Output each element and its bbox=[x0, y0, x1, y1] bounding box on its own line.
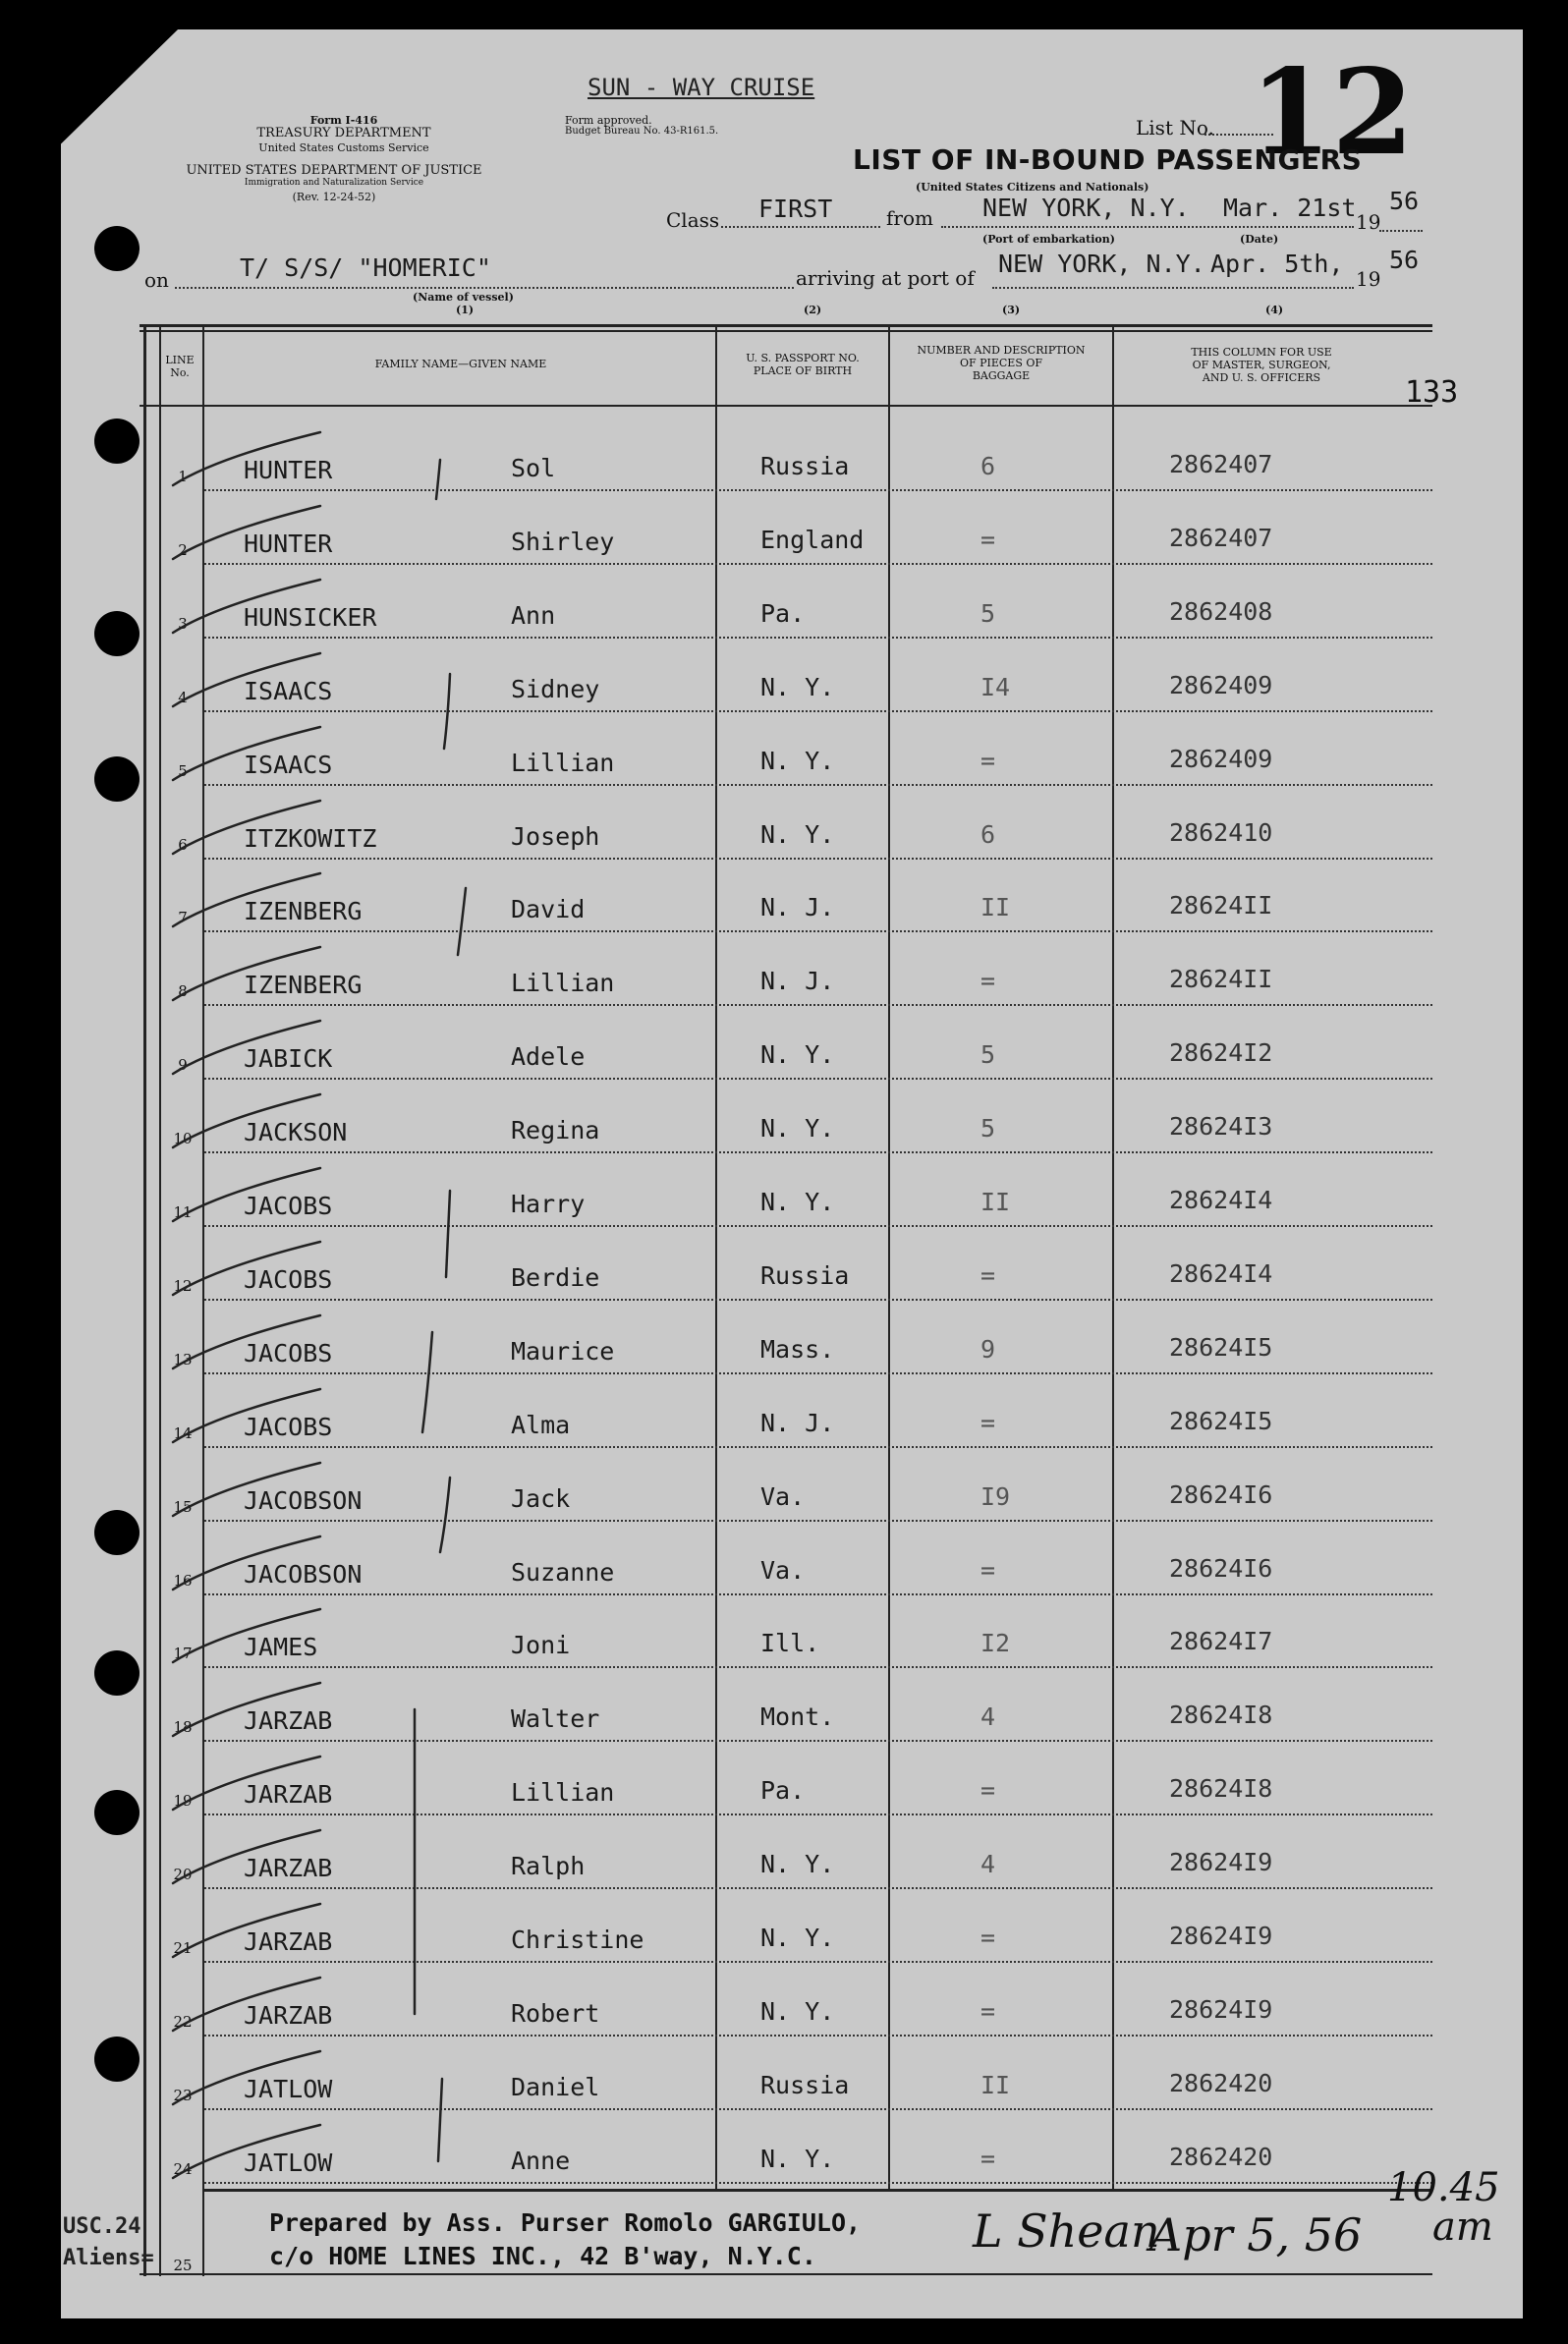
family-name: JACOBS bbox=[244, 1192, 333, 1220]
baggage-count: 5 bbox=[980, 1040, 996, 1069]
prepared-by-line-2: c/o HOME LINES INC., 42 B'way, N.Y.C. bbox=[269, 2242, 816, 2270]
col-1-caption: (1) bbox=[456, 304, 475, 316]
officer-code: 28624I2 bbox=[1169, 1038, 1273, 1067]
class-value: FIRST bbox=[758, 195, 833, 223]
officer-code: 28624I8 bbox=[1169, 1701, 1273, 1729]
officer-code: 28624II bbox=[1169, 965, 1273, 993]
family-name: JACOBSON bbox=[244, 1560, 363, 1589]
row-number: 15 bbox=[173, 1498, 193, 1516]
check-mark bbox=[173, 1978, 320, 2031]
officer-code: 28624I6 bbox=[1169, 1554, 1273, 1583]
place-of-birth: N. Y. bbox=[760, 1997, 835, 2026]
col-head-baggage-3: BAGGAGE bbox=[972, 369, 1031, 382]
given-name: Harry bbox=[511, 1190, 586, 1218]
check-mark bbox=[173, 1757, 320, 1810]
cruise-name: SUN - WAY CRUISE bbox=[588, 74, 815, 101]
col-head-baggage-2: OF PIECES OF bbox=[959, 357, 1043, 369]
family-name: JARZAB bbox=[244, 2001, 333, 2030]
family-name: JACOBS bbox=[244, 1413, 333, 1441]
officer-code: 28624I4 bbox=[1169, 1259, 1273, 1288]
col-head-baggage-1: NUMBER AND DESCRIPTION bbox=[917, 344, 1086, 357]
place-of-birth: Mass. bbox=[760, 1335, 835, 1364]
baggage-count: = bbox=[980, 526, 996, 554]
row-number: 3 bbox=[178, 615, 188, 633]
baggage-count: 4 bbox=[980, 1850, 996, 1878]
family-name: JAMES bbox=[244, 1633, 318, 1661]
family-name: IZENBERG bbox=[244, 971, 363, 999]
officer-code: 2862407 bbox=[1169, 450, 1273, 478]
col-head-line-2: No. bbox=[170, 366, 190, 379]
check-mark bbox=[173, 506, 320, 559]
margin-code: USC.24 bbox=[63, 2214, 141, 2239]
baggage-count: = bbox=[980, 1997, 996, 2026]
check-mark bbox=[173, 727, 320, 780]
check-mark bbox=[173, 1904, 320, 1957]
baggage-count: = bbox=[980, 1556, 996, 1585]
place-of-birth: N. J. bbox=[760, 1409, 835, 1437]
given-name: Christine bbox=[511, 1925, 644, 1954]
check-mark bbox=[173, 2051, 320, 2104]
from-label: from bbox=[886, 206, 933, 230]
given-name: Joseph bbox=[511, 822, 600, 851]
family-name: ITZKOWITZ bbox=[244, 824, 377, 853]
family-name: JACOBS bbox=[244, 1265, 333, 1294]
arrival-port: NEW YORK, N.Y. bbox=[998, 250, 1205, 278]
arrival-date: Apr. 5th, bbox=[1210, 250, 1344, 278]
row-number: 21 bbox=[173, 1939, 193, 1957]
check-mark bbox=[173, 2125, 320, 2178]
row-number: 13 bbox=[173, 1351, 193, 1368]
place-of-birth: Pa. bbox=[760, 1776, 806, 1805]
officer-code: 2862407 bbox=[1169, 524, 1273, 552]
embarkation-port: NEW YORK, N.Y. bbox=[982, 194, 1190, 222]
family-bracket-mark bbox=[446, 1191, 450, 1277]
place-of-birth: Va. bbox=[760, 1482, 806, 1511]
given-name: Joni bbox=[511, 1631, 571, 1659]
family-bracket-mark bbox=[458, 888, 466, 955]
inspection-time-suffix: am bbox=[1432, 2204, 1493, 2250]
officer-code: 28624I9 bbox=[1169, 1922, 1273, 1950]
officer-code: 2862410 bbox=[1169, 818, 1273, 847]
given-name: Regina bbox=[511, 1116, 600, 1144]
place-of-birth: N. Y. bbox=[760, 1850, 835, 1878]
baggage-count: I9 bbox=[980, 1482, 1011, 1511]
place-of-birth: N. Y. bbox=[760, 747, 835, 775]
place-of-birth: Russia bbox=[760, 1261, 850, 1290]
form-number: Form I-416 bbox=[309, 114, 378, 127]
row-number: 18 bbox=[173, 1718, 193, 1736]
officer-code: 28624I7 bbox=[1169, 1627, 1273, 1655]
place-of-birth: N. J. bbox=[760, 967, 835, 995]
check-mark bbox=[173, 873, 320, 926]
place-of-birth: N. Y. bbox=[760, 1040, 835, 1069]
vessel-name: T/ S/S/ "HOMERIC" bbox=[240, 253, 491, 282]
immigration-service: Immigration and Naturalization Service bbox=[244, 178, 424, 188]
baggage-count: II bbox=[980, 1188, 1011, 1216]
row-number: 7 bbox=[178, 909, 188, 926]
given-name: Adele bbox=[511, 1042, 586, 1071]
col-3-caption: (3) bbox=[1002, 304, 1021, 316]
check-mark bbox=[173, 947, 320, 1000]
place-of-birth: N. Y. bbox=[760, 820, 835, 849]
officer-code: 28624I8 bbox=[1169, 1774, 1273, 1803]
col-head-name: FAMILY NAME—GIVEN NAME bbox=[374, 358, 547, 370]
check-mark bbox=[173, 432, 320, 485]
col-head-officers-2: OF MASTER, SURGEON, bbox=[1192, 359, 1331, 371]
family-bracket-mark bbox=[422, 1332, 432, 1432]
year-prefix: 19 bbox=[1356, 210, 1381, 234]
col-2-caption: (2) bbox=[804, 304, 822, 316]
row-number: 9 bbox=[178, 1056, 188, 1074]
baggage-count: 6 bbox=[980, 820, 996, 849]
baggage-count: = bbox=[980, 1409, 996, 1437]
check-mark bbox=[173, 1463, 320, 1516]
check-mark bbox=[173, 1683, 320, 1736]
row-number: 22 bbox=[173, 2013, 193, 2031]
place-of-birth: N. Y. bbox=[760, 1114, 835, 1143]
given-name: Daniel bbox=[511, 2073, 600, 2101]
place-of-birth: Russia bbox=[760, 2071, 850, 2099]
family-name: JARZAB bbox=[244, 1780, 333, 1809]
form-approved: Form approved. bbox=[565, 114, 652, 127]
family-name: JARZAB bbox=[244, 1854, 333, 1882]
officer-code: 2862420 bbox=[1169, 2069, 1273, 2097]
row-number: 24 bbox=[173, 2160, 193, 2178]
arriving-label: arriving at port of bbox=[796, 266, 975, 290]
officer-code: 28624I6 bbox=[1169, 1480, 1273, 1509]
col-4-caption: (4) bbox=[1265, 304, 1284, 316]
budget-bureau: Budget Bureau No. 43-R161.5. bbox=[565, 126, 719, 137]
row-number: 4 bbox=[178, 689, 188, 706]
check-mark bbox=[173, 1389, 320, 1442]
family-name: HUNTER bbox=[244, 530, 333, 558]
officer-code: 2862420 bbox=[1169, 2143, 1273, 2171]
officer-signature: L Shean bbox=[973, 2204, 1160, 2258]
justice-department: UNITED STATES DEPARTMENT OF JUSTICE bbox=[186, 163, 482, 178]
baggage-count: 5 bbox=[980, 599, 996, 628]
baggage-count: = bbox=[980, 2145, 996, 2173]
given-name: Lillian bbox=[511, 749, 615, 777]
family-name: JACKSON bbox=[244, 1118, 348, 1146]
given-name: Jack bbox=[511, 1484, 571, 1513]
family-name: JATLOW bbox=[244, 2075, 333, 2103]
place-of-birth: Ill. bbox=[760, 1629, 820, 1657]
family-bracket-mark bbox=[444, 674, 450, 749]
place-of-birth: Mont. bbox=[760, 1702, 835, 1731]
baggage-count: 9 bbox=[980, 1335, 996, 1364]
row-number: 16 bbox=[173, 1572, 193, 1590]
officer-code: 28624II bbox=[1169, 891, 1273, 920]
row-number: 2 bbox=[178, 541, 188, 559]
place-of-birth: Pa. bbox=[760, 599, 806, 628]
col-head-officers-1: THIS COLUMN FOR USE bbox=[1191, 346, 1332, 359]
check-mark bbox=[173, 1168, 320, 1221]
revision-date: (Rev. 12-24-52) bbox=[292, 191, 376, 203]
given-name: Sidney bbox=[511, 675, 600, 703]
baggage-count: I4 bbox=[980, 673, 1011, 701]
row-number: 14 bbox=[173, 1424, 193, 1442]
list-no-label: List No. bbox=[1136, 116, 1214, 140]
family-name: JARZAB bbox=[244, 1927, 333, 1956]
given-name: Suzanne bbox=[511, 1558, 615, 1587]
baggage-count: I2 bbox=[980, 1629, 1011, 1657]
list-title-note: (United States Citizens and Nationals) bbox=[916, 181, 1149, 194]
check-mark bbox=[173, 1830, 320, 1883]
officer-code: 28624I9 bbox=[1169, 1995, 1273, 2024]
embarkation-year: 56 bbox=[1389, 187, 1420, 215]
given-name: Shirley bbox=[511, 528, 615, 556]
family-bracket-mark bbox=[438, 2079, 442, 2161]
given-name: Alma bbox=[511, 1411, 571, 1439]
family-name: JABICK bbox=[244, 1044, 333, 1073]
family-name: IZENBERG bbox=[244, 897, 363, 925]
arrival-year: 56 bbox=[1389, 246, 1420, 274]
place-of-birth: N. Y. bbox=[760, 2145, 835, 2173]
check-mark bbox=[173, 1021, 320, 1074]
place-of-birth: N. Y. bbox=[760, 673, 835, 701]
check-mark bbox=[173, 653, 320, 706]
given-name: Robert bbox=[511, 1999, 600, 2028]
given-name: Lillian bbox=[511, 969, 615, 997]
baggage-count: = bbox=[980, 1924, 996, 1952]
given-name: David bbox=[511, 895, 586, 923]
vessel-caption: (Name of vessel) bbox=[413, 291, 514, 304]
inspection-time: 10.45 bbox=[1387, 2165, 1500, 2210]
check-mark bbox=[173, 1609, 320, 1662]
row-number: 10 bbox=[173, 1130, 193, 1147]
check-mark bbox=[173, 1536, 320, 1590]
on-label: on bbox=[144, 268, 169, 292]
row-number: 6 bbox=[178, 836, 188, 854]
row-number: 12 bbox=[173, 1277, 193, 1295]
margin-aliens: Aliens= bbox=[63, 2246, 154, 2270]
baggage-count: = bbox=[980, 747, 996, 775]
officer-code: 2862409 bbox=[1169, 745, 1273, 773]
arrival-year-prefix: 19 bbox=[1356, 267, 1381, 291]
row-number: 11 bbox=[173, 1203, 193, 1221]
family-name: HUNTER bbox=[244, 456, 333, 484]
baggage-count: = bbox=[980, 1776, 996, 1805]
treasury-department: TREASURY DEPARTMENT bbox=[256, 126, 431, 140]
officer-code: 2862409 bbox=[1169, 671, 1273, 699]
baggage-count: = bbox=[980, 967, 996, 995]
officer-code: 28624I4 bbox=[1169, 1186, 1273, 1214]
baggage-count: = bbox=[980, 1261, 996, 1290]
baggage-count: 5 bbox=[980, 1114, 996, 1143]
given-name: Ann bbox=[511, 601, 556, 630]
family-bracket-mark bbox=[440, 1478, 450, 1552]
place-of-birth: Va. bbox=[760, 1556, 806, 1585]
family-name: ISAACS bbox=[244, 677, 333, 705]
inspection-date: Apr 5, 56 bbox=[1149, 2208, 1363, 2261]
officer-code: 28624I3 bbox=[1169, 1112, 1273, 1141]
place-of-birth: N. Y. bbox=[760, 1188, 835, 1216]
col-head-passport-2: PLACE OF BIRTH bbox=[753, 364, 853, 377]
col-head-officers-3: AND U. S. OFFICERS bbox=[1202, 371, 1321, 384]
row-number: 17 bbox=[173, 1645, 193, 1662]
officer-code: 28624I5 bbox=[1169, 1333, 1273, 1362]
check-mark bbox=[173, 1094, 320, 1147]
given-name: Sol bbox=[511, 454, 556, 482]
prepared-by-line-1: Prepared by Ass. Purser Romolo GARGIULO, bbox=[269, 2208, 862, 2237]
row-number: 25 bbox=[173, 2257, 193, 2274]
baggage-count: II bbox=[980, 2071, 1011, 2099]
given-name: Lillian bbox=[511, 1778, 615, 1807]
row-number: 8 bbox=[178, 982, 188, 1000]
check-mark bbox=[173, 580, 320, 633]
check-mark bbox=[173, 801, 320, 854]
given-name: Ralph bbox=[511, 1852, 586, 1880]
customs-service: United States Customs Service bbox=[258, 141, 429, 154]
baggage-count: II bbox=[980, 893, 1011, 921]
family-name: JATLOW bbox=[244, 2149, 333, 2177]
officer-code: 2862408 bbox=[1169, 597, 1273, 626]
col-head-passport-1: U. S. PASSPORT NO. bbox=[746, 352, 860, 364]
row-number: 5 bbox=[178, 762, 188, 780]
embarkation-date: Mar. 21st bbox=[1223, 194, 1357, 222]
check-mark bbox=[173, 1242, 320, 1295]
row-number: 1 bbox=[178, 468, 188, 485]
family-name: HUNSICKER bbox=[244, 603, 377, 632]
family-name: ISAACS bbox=[244, 751, 333, 779]
place-of-birth: N. J. bbox=[760, 893, 835, 921]
given-name: Berdie bbox=[511, 1263, 600, 1292]
row-number: 23 bbox=[173, 2087, 193, 2104]
check-mark bbox=[173, 1315, 320, 1368]
row-number: 19 bbox=[173, 1792, 193, 1810]
given-name: Anne bbox=[511, 2147, 571, 2175]
port-embarkation-caption: (Port of embarkation) bbox=[982, 233, 1115, 246]
family-bracket-mark bbox=[436, 460, 440, 499]
list-title: LIST OF IN-BOUND PASSENGERS bbox=[853, 143, 1363, 176]
place-of-birth: N. Y. bbox=[760, 1924, 835, 1952]
given-name: Walter bbox=[511, 1704, 600, 1733]
list-number: 12 bbox=[1250, 43, 1414, 182]
family-name: JARZAB bbox=[244, 1706, 333, 1735]
given-name: Maurice bbox=[511, 1337, 615, 1366]
baggage-count: 6 bbox=[980, 452, 996, 480]
page-count: 133 bbox=[1405, 375, 1459, 410]
class-label: Class bbox=[666, 208, 720, 232]
family-name: JACOBSON bbox=[244, 1486, 363, 1515]
family-name: JACOBS bbox=[244, 1339, 333, 1367]
place-of-birth: Russia bbox=[760, 452, 850, 480]
col-head-line-1: LINE bbox=[165, 354, 195, 366]
officer-code: 28624I5 bbox=[1169, 1407, 1273, 1435]
row-number: 20 bbox=[173, 1866, 193, 1883]
baggage-count: 4 bbox=[980, 1702, 996, 1731]
officer-code: 28624I9 bbox=[1169, 1848, 1273, 1876]
date-caption: (Date) bbox=[1240, 233, 1279, 246]
place-of-birth: England bbox=[760, 526, 865, 554]
